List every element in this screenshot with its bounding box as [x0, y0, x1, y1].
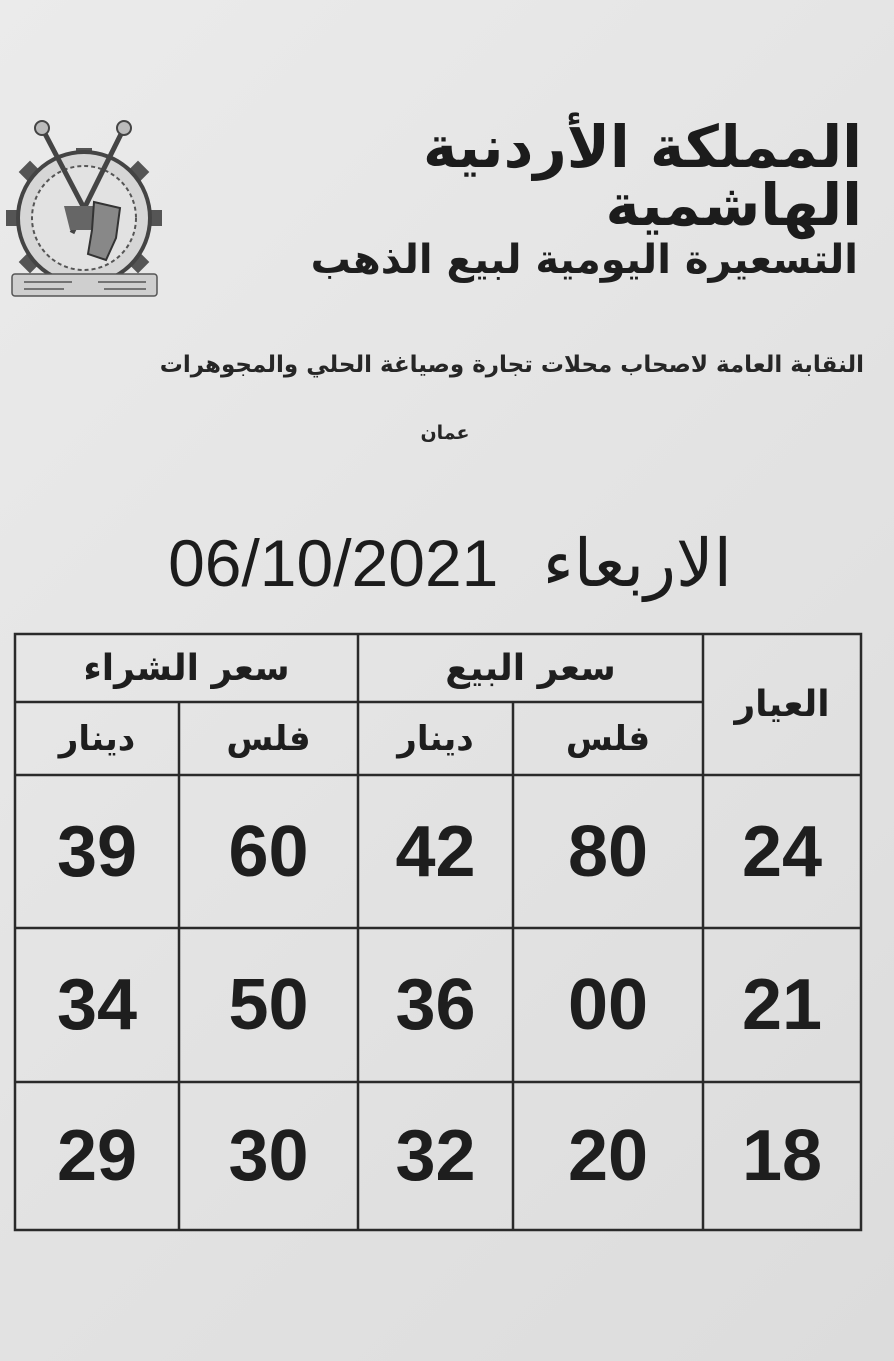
day-of-week: الاربعاء — [542, 526, 732, 600]
sell-fils-cell: 20 — [567, 1116, 649, 1196]
subheader-buy-dinar: دينار — [58, 718, 136, 759]
sell-dinar-cell: 36 — [395, 965, 476, 1045]
buy-dinar-cell: 29 — [56, 1116, 138, 1196]
buy-fils-cell: 60 — [228, 811, 309, 892]
date-line — [120, 526, 780, 600]
karat-cell: 21 — [741, 965, 823, 1045]
date-value: 06/10/2021 — [168, 526, 499, 600]
buy-fils-cell: 30 — [228, 1116, 309, 1196]
karat-cell: 18 — [741, 1116, 823, 1196]
buy-dinar-cell: 34 — [56, 965, 138, 1045]
organization-name: النقابة العامة لاصحاب محلات تجارة وصياغة الحلي والمجوهرات — [159, 352, 864, 378]
subheader-buy-fils: فلس — [226, 718, 311, 759]
header-karat: العيار — [734, 684, 830, 725]
daily-pricing-subtitle: التسعيرة اليومية لبيع الذهب — [310, 237, 858, 283]
buy-fils-cell: 50 — [228, 965, 309, 1045]
city-name: عمان — [420, 422, 470, 444]
syndicate-seal-icon — [2, 118, 167, 308]
sell-fils-cell: 00 — [567, 965, 649, 1045]
sell-fils-cell: 80 — [567, 811, 649, 892]
subheader-sell-dinar: دينار — [397, 718, 474, 759]
header-sell-price: سعر البيع — [445, 647, 616, 689]
country-title: المملكة الأردنية الهاشمية — [422, 113, 862, 239]
sell-dinar-cell: 32 — [395, 1116, 476, 1196]
sell-dinar-cell: 42 — [395, 811, 476, 892]
subheader-sell-fils: فلس — [565, 718, 651, 759]
header-buy-price: سعر الشراء — [83, 647, 290, 689]
price-table — [13, 632, 863, 1232]
buy-dinar-cell: 39 — [56, 811, 138, 892]
karat-cell: 24 — [741, 811, 823, 892]
